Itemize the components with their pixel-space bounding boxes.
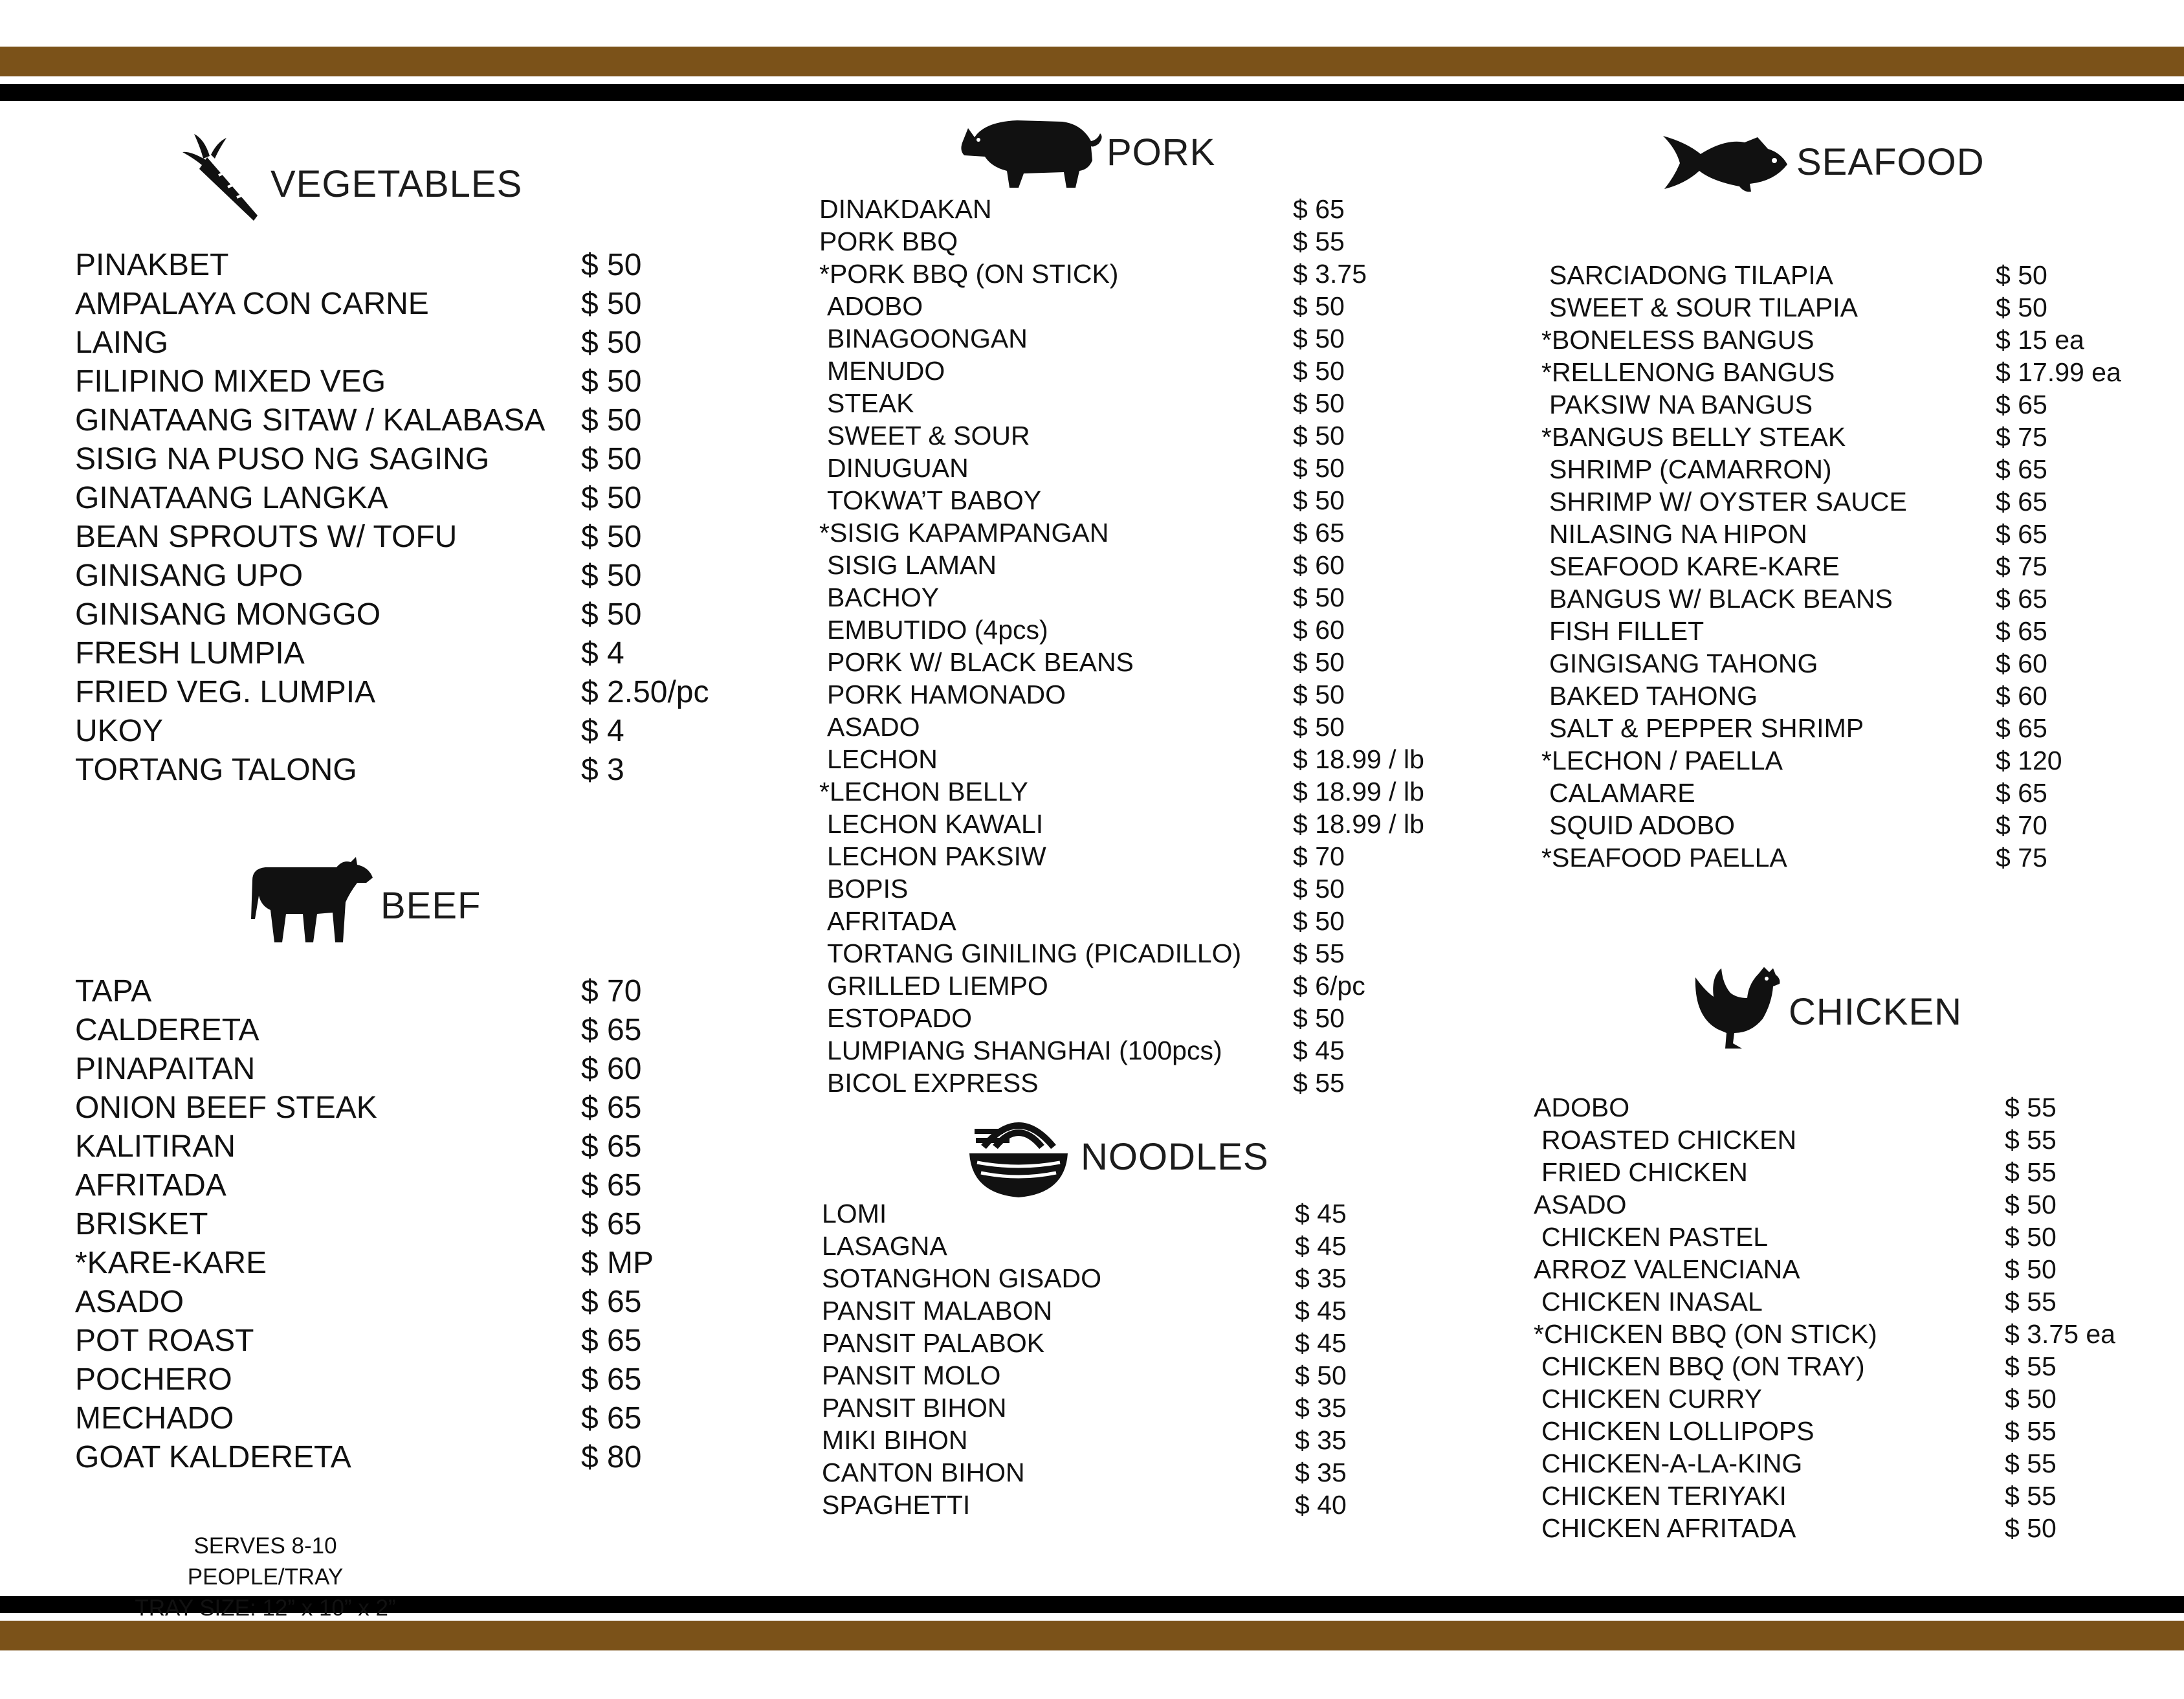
menu-item-price: $ 50 <box>581 481 642 515</box>
menu-item-price: $ 50 <box>1293 1003 1345 1033</box>
menu-item-name: CHICKEN BBQ (ON TRAY) <box>1541 1351 1865 1381</box>
menu-item-name: LAING <box>75 326 169 360</box>
menu-item-price: $ 65 <box>1996 616 2047 646</box>
menu-item-price: $ 3.75 <box>1293 259 1367 289</box>
menu-item-name: PINAPAITAN <box>75 1052 256 1086</box>
menu-item-name: PINAKBET <box>75 248 229 282</box>
vegetables-title: VEGETABLES <box>270 162 523 205</box>
menu-item-price: $ 65 <box>1293 194 1345 224</box>
menu-item-name: *BONELESS BANGUS <box>1541 325 1814 355</box>
chicken-title: CHICKEN <box>1789 990 1963 1033</box>
menu-item-price: $ 50 <box>1293 356 1345 386</box>
menu-item-name: ASADO <box>827 712 920 742</box>
menu-item-price: $ 65 <box>1996 778 2047 808</box>
menu-item-name: BRISKET <box>75 1207 208 1241</box>
menu-item-price: $ 50 <box>1996 293 2047 322</box>
menu-item-name: ASADO <box>75 1285 184 1319</box>
menu-item-name: *KARE-KARE <box>75 1246 267 1280</box>
menu-item-price: $ 70 <box>1996 810 2047 840</box>
menu-item-price: $ 17.99 ea <box>1996 357 2121 387</box>
menu-item-name: MENUDO <box>827 356 945 386</box>
menu-item-name: GOAT KALDERETA <box>75 1440 351 1474</box>
menu-item-name: STEAK <box>827 388 914 418</box>
menu-item-price: $ 45 <box>1295 1231 1347 1261</box>
menu-item-price: $ 50 <box>581 597 642 632</box>
menu-item-price: $ 55 <box>2005 1481 2057 1511</box>
menu-item-price: $ 60 <box>1293 550 1345 580</box>
menu-item-name: SEAFOOD KARE-KARE <box>1549 551 1840 581</box>
menu-item-price: $ 35 <box>1295 1393 1347 1423</box>
menu-item-price: $ 50 <box>2005 1190 2057 1219</box>
menu-item-name: CALDERETA <box>75 1013 259 1047</box>
noodles-header <box>967 1115 1269 1199</box>
menu-item-name: BOPIS <box>827 874 909 904</box>
menu-item-price: $ 50 <box>1293 388 1345 418</box>
menu-item-price: $ 3.75 ea <box>2005 1319 2115 1349</box>
seafood-header <box>1660 129 1985 194</box>
menu-item-price: $ 80 <box>581 1440 642 1474</box>
menu-item-price: $ 15 ea <box>1996 325 2084 355</box>
menu-item-name: ARROZ VALENCIANA <box>1534 1254 1800 1284</box>
menu-item-name: CHICKEN INASAL <box>1541 1287 1763 1316</box>
menu-item-name: CHICKEN CURRY <box>1541 1384 1762 1414</box>
menu-item-price: $ 50 <box>581 364 642 399</box>
menu-item-name: *SEAFOOD PAELLA <box>1541 843 1787 872</box>
menu-item-price: $ 55 <box>2005 1416 2057 1446</box>
rooster-icon <box>1692 964 1782 1052</box>
menu-item-name: CHICKEN-A-LA-KING <box>1541 1449 1803 1478</box>
menu-item-name: GINATAANG SITAW / KALABASA <box>75 403 546 438</box>
menu-item-name: BEAN SPROUTS W/ TOFU <box>75 520 458 554</box>
menu-item-price: $ 55 <box>2005 1351 2057 1381</box>
menu-item-price: $ 50 <box>1293 485 1345 515</box>
beef-header <box>246 854 481 945</box>
menu-item-price: $ 50 <box>1996 260 2047 290</box>
menu-item-name: LASAGNA <box>822 1231 947 1261</box>
menu-item-name: DINAKDAKAN <box>819 194 992 224</box>
top-brown-band <box>0 47 2184 76</box>
vegetables-header <box>181 133 522 223</box>
menu-item-price: $ MP <box>581 1246 654 1280</box>
menu-item-price: $ 65 <box>1996 519 2047 549</box>
menu-item-name: SHRIMP W/ OYSTER SAUCE <box>1549 487 1907 516</box>
menu-item-name: CANTON BIHON <box>822 1458 1025 1487</box>
menu-item-name: *PORK BBQ (ON STICK) <box>819 259 1119 289</box>
menu-item-name: POT ROAST <box>75 1324 254 1358</box>
noodles-title: NOODLES <box>1081 1135 1269 1178</box>
menu-item-name: EMBUTIDO (4pcs) <box>827 615 1048 645</box>
menu-item-name: BICOL EXPRESS <box>827 1068 1039 1098</box>
menu-item-name: PANSIT MALABON <box>822 1296 1053 1326</box>
pork-title: PORK <box>1107 131 1216 173</box>
menu-item-name: SARCIADONG TILAPIA <box>1549 260 1833 290</box>
menu-item-name: PORK HAMONADO <box>827 680 1066 709</box>
menu-item-name: SISIG NA PUSO NG SAGING <box>75 442 490 476</box>
menu-item-name: KALITIRAN <box>75 1129 236 1164</box>
menu-item-name: SISIG LAMAN <box>827 550 997 580</box>
menu-item-name: *CHICKEN BBQ (ON STICK) <box>1534 1319 1877 1349</box>
tray-size-note: TRAY SIZE: 12” x 10” x 2” <box>135 1595 396 1621</box>
menu-item-price: $ 55 <box>2005 1287 2057 1316</box>
menu-item-name: CHICKEN AFRITADA <box>1541 1513 1796 1543</box>
menu-item-price: $ 65 <box>581 1168 642 1203</box>
menu-item-price: $ 65 <box>581 1207 642 1241</box>
menu-item-price: $ 65 <box>1996 454 2047 484</box>
menu-item-name: AFRITADA <box>75 1168 226 1203</box>
bottom-brown-band <box>0 1621 2184 1650</box>
serves-note: SERVES 8-10 PEOPLE/TRAY <box>187 1533 344 1590</box>
menu-item-name: SPAGHETTI <box>822 1490 971 1520</box>
menu-item-name: *LECHON BELLY <box>819 777 1028 806</box>
menu-item-price: $ 50 <box>1293 712 1345 742</box>
menu-item-name: TAPA <box>75 974 152 1008</box>
menu-item-price: $ 50 <box>1293 421 1345 450</box>
menu-item-name: DINUGUAN <box>827 453 969 483</box>
menu-item-price: $ 50 <box>1293 291 1345 321</box>
menu-item-price: $ 35 <box>1295 1425 1347 1455</box>
menu-item-price: $ 50 <box>581 403 642 438</box>
menu-item-price: $ 50 <box>581 287 642 321</box>
menu-item-price: $ 70 <box>1293 841 1345 871</box>
menu-item-price: $ 60 <box>1996 681 2047 711</box>
menu-item-price: $ 18.99 / lb <box>1293 777 1424 806</box>
menu-item-name: FRIED VEG. LUMPIA <box>75 675 376 709</box>
menu-item-name: UKOY <box>75 714 164 748</box>
menu-item-price: $ 18.99 / lb <box>1293 744 1424 774</box>
menu-item-name: NILASING NA HIPON <box>1549 519 1807 549</box>
seafood-title: SEAFOOD <box>1796 140 1985 183</box>
menu-item-name: GINGISANG TAHONG <box>1549 649 1818 678</box>
menu-item-price: $ 65 <box>1996 487 2047 516</box>
menu-item-price: $ 50 <box>581 248 642 282</box>
noodle-bowl-icon <box>967 1115 1070 1199</box>
menu-item-price: $ 50 <box>1293 583 1345 612</box>
menu-item-price: $ 50 <box>581 326 642 360</box>
menu-item-name: AMPALAYA CON CARNE <box>75 287 429 321</box>
menu-item-name: PORK BBQ <box>819 227 958 256</box>
menu-item-price: $ 55 <box>1293 1068 1345 1098</box>
menu-item-name: *RELLENONG BANGUS <box>1541 357 1835 387</box>
chicken-header <box>1692 964 1962 1052</box>
menu-item-price: $ 75 <box>1996 843 2047 872</box>
menu-item-price: $ 60 <box>581 1052 642 1086</box>
menu-item-name: MECHADO <box>75 1401 234 1436</box>
menu-item-price: $ 55 <box>1293 938 1345 968</box>
menu-item-name: BINAGOONGAN <box>827 324 1028 353</box>
menu-item-name: ASADO <box>1534 1190 1627 1219</box>
pork-header <box>959 115 1215 190</box>
menu-item-name: CHICKEN PASTEL <box>1541 1222 1769 1252</box>
menu-item-price: $ 65 <box>581 1324 642 1358</box>
menu-item-price: $ 50 <box>2005 1384 2057 1414</box>
menu-item-price: $ 55 <box>2005 1093 2057 1122</box>
menu-item-name: AFRITADA <box>827 906 956 936</box>
menu-item-price: $ 35 <box>1295 1458 1347 1487</box>
menu-item-price: $ 55 <box>2005 1157 2057 1187</box>
menu-item-name: ROASTED CHICKEN <box>1541 1125 1797 1155</box>
menu-item-name: POCHERO <box>75 1362 232 1397</box>
menu-item-price: $ 50 <box>1293 680 1345 709</box>
menu-item-name: *SISIG KAPAMPANGAN <box>819 518 1109 548</box>
menu-item-name: LOMI <box>822 1199 887 1228</box>
menu-item-price: $ 50 <box>1293 906 1345 936</box>
menu-item-name: BACHOY <box>827 583 940 612</box>
menu-item-price: $ 50 <box>1293 324 1345 353</box>
menu-item-name: FISH FILLET <box>1549 616 1704 646</box>
menu-item-name: FILIPINO MIXED VEG <box>75 364 386 399</box>
menu-item-price: $ 75 <box>1996 551 2047 581</box>
menu-item-price: $ 55 <box>2005 1449 2057 1478</box>
top-black-band <box>0 84 2184 101</box>
menu-item-name: TORTANG GINILING (PICADILLO) <box>827 938 1242 968</box>
menu-item-name: PAKSIW NA BANGUS <box>1549 390 1813 419</box>
menu-item-name: TORTANG TALONG <box>75 753 357 787</box>
menu-item-name: PANSIT BIHON <box>822 1393 1007 1423</box>
tray-info-note <box>129 1531 401 1624</box>
menu-item-name: SQUID ADOBO <box>1549 810 1736 840</box>
menu-item-price: $ 65 <box>581 1401 642 1436</box>
menu-item-name: CALAMARE <box>1549 778 1695 808</box>
menu-item-price: $ 45 <box>1293 1036 1345 1065</box>
menu-item-price: $ 65 <box>1996 584 2047 614</box>
menu-item-price: $ 18.99 / lb <box>1293 809 1424 839</box>
menu-item-price: $ 65 <box>581 1013 642 1047</box>
menu-item-price: $ 120 <box>1996 746 2062 775</box>
menu-item-price: $ 65 <box>1996 390 2047 419</box>
menu-item-name: ONION BEEF STEAK <box>75 1091 377 1125</box>
menu-item-name: BAKED TAHONG <box>1549 681 1758 711</box>
menu-item-price: $ 65 <box>1996 713 2047 743</box>
menu-item-name: CHICKEN LOLLIPOPS <box>1541 1416 1814 1446</box>
menu-item-name: *LECHON / PAELLA <box>1541 746 1783 775</box>
menu-item-name: LECHON <box>827 744 938 774</box>
menu-item-price: $ 45 <box>1295 1199 1347 1228</box>
menu-item-price: $ 50 <box>2005 1254 2057 1284</box>
menu-item-name: SHRIMP (CAMARRON) <box>1549 454 1832 484</box>
menu-item-price: $ 50 <box>2005 1513 2057 1543</box>
menu-item-name: GINISANG MONGGO <box>75 597 381 632</box>
menu-item-name: TOKWA’T BABOY <box>827 485 1042 515</box>
menu-item-name: LUMPIANG SHANGHAI (100pcs) <box>827 1036 1222 1065</box>
menu-item-name: SALT & PEPPER SHRIMP <box>1549 713 1864 743</box>
menu-item-price: $ 50 <box>581 442 642 476</box>
menu-item-price: $ 3 <box>581 753 624 787</box>
menu-item-price: $ 4 <box>581 636 624 671</box>
menu-item-name: MIKI BIHON <box>822 1425 968 1455</box>
beef-title: BEEF <box>381 884 481 927</box>
menu-item-name: LECHON KAWALI <box>827 809 1044 839</box>
menu-item-name: CHICKEN TERIYAKI <box>1541 1481 1787 1511</box>
menu-item-price: $ 45 <box>1295 1296 1347 1326</box>
menu-item-name: SWEET & SOUR TILAPIA <box>1549 293 1858 322</box>
pig-icon <box>959 115 1104 190</box>
menu-item-price: $ 40 <box>1295 1490 1347 1520</box>
menu-item-price: $ 35 <box>1295 1263 1347 1293</box>
menu-item-name: PORK W/ BLACK BEANS <box>827 647 1134 677</box>
menu-item-name: ADOBO <box>1534 1093 1630 1122</box>
menu-item-price: $ 60 <box>1996 649 2047 678</box>
menu-item-name: GINISANG UPO <box>75 559 303 593</box>
menu-item-name: PANSIT MOLO <box>822 1360 1001 1390</box>
menu-item-name: SWEET & SOUR <box>827 421 1030 450</box>
menu-item-price: $ 6/pc <box>1293 971 1365 1001</box>
menu-item-price: $ 50 <box>2005 1222 2057 1252</box>
menu-item-name: GINATAANG LANGKA <box>75 481 388 515</box>
menu-item-name: ESTOPADO <box>827 1003 973 1033</box>
menu-item-price: $ 55 <box>2005 1125 2057 1155</box>
menu-item-name: FRESH LUMPIA <box>75 636 305 671</box>
menu-item-price: $ 50 <box>581 520 642 554</box>
menu-item-price: $ 65 <box>581 1129 642 1164</box>
menu-item-name: SOTANGHON GISADO <box>822 1263 1102 1293</box>
menu-item-name: PANSIT PALABOK <box>822 1328 1045 1358</box>
menu-item-price: $ 4 <box>581 714 624 748</box>
menu-item-name: *BANGUS BELLY STEAK <box>1541 422 1846 452</box>
menu-item-price: $ 60 <box>1293 615 1345 645</box>
menu-item-price: $ 65 <box>1293 518 1345 548</box>
menu-item-price: $ 75 <box>1996 422 2047 452</box>
cow-icon <box>246 854 375 945</box>
menu-item-price: $ 2.50/pc <box>581 675 709 709</box>
menu-item-name: GRILLED LIEMPO <box>827 971 1048 1001</box>
menu-item-name: LECHON PAKSIW <box>827 841 1046 871</box>
fish-icon <box>1660 129 1790 194</box>
menu-item-price: $ 70 <box>581 974 642 1008</box>
menu-item-price: $ 50 <box>1293 453 1345 483</box>
menu-item-price: $ 65 <box>581 1091 642 1125</box>
menu-item-name: BANGUS W/ BLACK BEANS <box>1549 584 1893 614</box>
menu-item-price: $ 55 <box>1293 227 1345 256</box>
menu-item-price: $ 65 <box>581 1362 642 1397</box>
carrot-icon <box>181 133 265 223</box>
menu-item-name: FRIED CHICKEN <box>1541 1157 1748 1187</box>
menu-item-price: $ 50 <box>581 559 642 593</box>
menu-item-price: $ 50 <box>1295 1360 1347 1390</box>
menu-item-name: ADOBO <box>827 291 923 321</box>
menu-item-price: $ 50 <box>1293 874 1345 904</box>
menu-item-price: $ 45 <box>1295 1328 1347 1358</box>
menu-item-price: $ 50 <box>1293 647 1345 677</box>
menu-item-price: $ 65 <box>581 1285 642 1319</box>
